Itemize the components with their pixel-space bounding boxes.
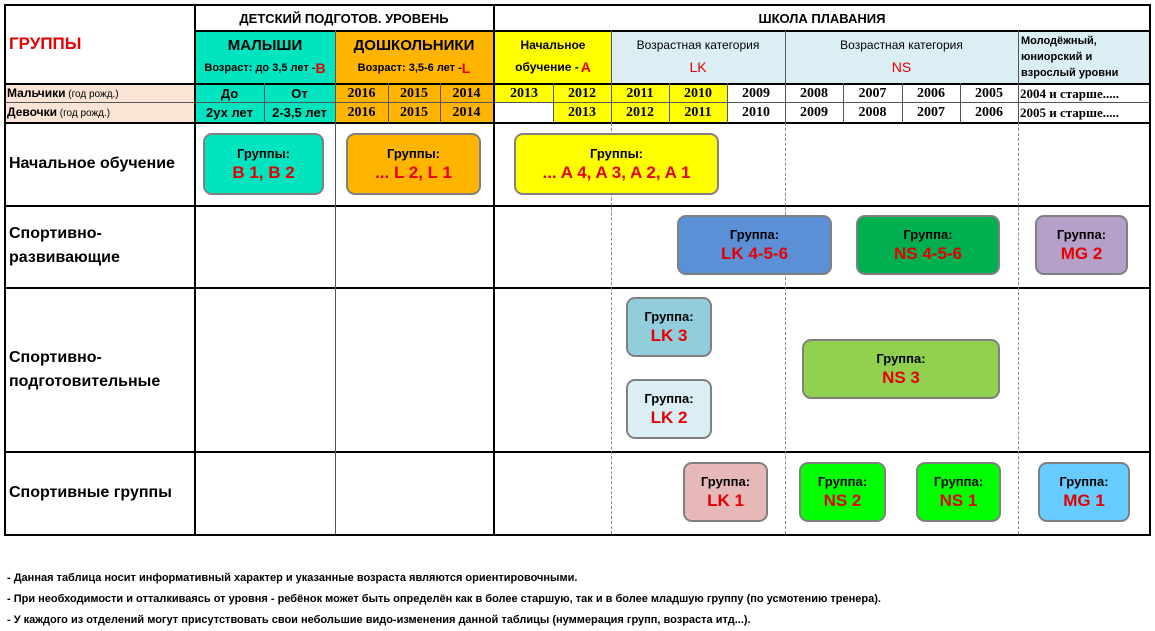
small-do: До — [220, 86, 239, 101]
group-lk3-label: Группа: — [644, 308, 694, 324]
girls-year-2008: 2008 — [858, 104, 887, 120]
group-mg2-name: MG 2 — [1060, 243, 1103, 263]
boys-year-2005: 2005 — [975, 85, 1003, 101]
boys-year-2008: 2008 — [800, 85, 828, 101]
group-box-ns456[interactable] — [856, 215, 1000, 275]
malyshi-title: МАЛЫШИ — [227, 36, 303, 54]
small-2-35: 2-3,5 лет — [272, 105, 327, 120]
girls-year-2011: 2011 — [684, 104, 712, 120]
malyshi-age-text: Возраст: до 3,5 лет - — [204, 62, 316, 74]
level-dev-line-1: Спортивно- — [9, 225, 102, 242]
nachalnoe-sub-text: обучение - — [515, 60, 579, 74]
group-ns456-label: Группа: — [903, 226, 953, 242]
mg-line-2: юниорский и — [1021, 51, 1093, 63]
footnote-1: - Данная таблица носит информативный характер и указанные возраста являются ориентировочными. — [7, 572, 578, 584]
doshkolniki-age — [335, 58, 493, 78]
boys-year-2006: 2006 — [917, 85, 945, 101]
group-box-lk2[interactable] — [626, 379, 712, 439]
doshkolniki-code: L — [461, 60, 471, 76]
girls-suffix: (год рожд.) — [56, 108, 111, 119]
boys-year-2012: 2012 — [568, 85, 596, 101]
girls-year-2014: 2014 — [452, 104, 481, 120]
level-dev-line-2: развивающие — [9, 249, 120, 266]
boys-year-2010: 2010 — [684, 85, 712, 101]
group-b-name: B 1, B 2 — [232, 162, 295, 182]
girls-year-2016: 2016 — [347, 104, 376, 120]
boys-row-label — [7, 85, 119, 102]
group-mg1-name: MG 1 — [1063, 490, 1105, 510]
group-box-lk1[interactable] — [683, 462, 768, 522]
group-ns456-name: NS 4-5-6 — [893, 243, 963, 263]
doshkolniki-age-text: Возраст: 3,5-6 лет - — [357, 62, 462, 74]
group-box-l[interactable] — [346, 133, 481, 195]
girls-year-last: 2005 и старше..... — [1020, 105, 1120, 120]
boys-year-2013: 2013 — [510, 85, 538, 101]
level-prep-line-2: подготовительные — [9, 373, 161, 390]
mg-line-3: взрослый уровни — [1021, 67, 1119, 79]
small-ot: От — [291, 86, 308, 101]
group-mg2-label: Группа: — [1056, 226, 1107, 242]
nachalnoe-sub — [495, 57, 611, 77]
girls-year-2010: 2010 — [742, 104, 770, 120]
group-ns2-label: Группа: — [817, 473, 868, 489]
boys-label: Мальчики — [7, 86, 66, 100]
girls-label: Девочки — [7, 105, 57, 119]
group-l-name: ... L 2, L 1 — [375, 162, 452, 182]
group-lk2-label: Группа: — [644, 390, 694, 406]
group-b-label: Группы: — [236, 145, 290, 161]
level-sport: Спортивные группы — [9, 484, 172, 501]
girls-year-2013: 2013 — [568, 104, 596, 120]
nachalnoe-code: A — [580, 59, 591, 75]
boys-year-2007: 2007 — [858, 85, 887, 101]
group-ns2-name: NS 2 — [823, 490, 862, 510]
level-prep-line-1: Спортивно- — [9, 349, 102, 366]
group-lk456-label: Группа: — [729, 226, 780, 242]
boys-year-2014: 2014 — [452, 85, 481, 101]
group-mg1-label: Группа: — [1059, 473, 1109, 489]
lk-category-code: LK — [689, 59, 707, 75]
group-a-name: ... A 4, A 3, A 2, A 1 — [542, 162, 691, 182]
boys-year-2015: 2015 — [400, 85, 428, 101]
nachalnoe-title: Начальное — [520, 38, 586, 52]
group-box-a[interactable] — [514, 133, 719, 195]
group-box-b[interactable] — [203, 133, 324, 195]
girls-year-2007: 2007 — [917, 104, 945, 120]
ns-category-title: Возрастная категория — [840, 38, 963, 52]
group-box-ns2[interactable] — [799, 462, 886, 522]
footnote-2: - При необходимости и отталкиваясь от уровня - ребёнок может быть определён как в более старшую, так и в более младшую группу (по усмотению тренера). — [7, 593, 881, 605]
malyshi-age — [195, 58, 335, 78]
boys-year-2016: 2016 — [347, 85, 376, 101]
small-2yh: 2ух лет — [206, 105, 253, 120]
group-box-mg2[interactable] — [1035, 215, 1128, 275]
girls-year-2009: 2009 — [800, 104, 828, 120]
level-preparatory — [9, 346, 160, 394]
group-lk3-name: LK 3 — [650, 325, 688, 345]
group-ns3-name: NS 3 — [882, 367, 920, 387]
group-ns1-label: Группа: — [933, 473, 984, 489]
girls-year-2015: 2015 — [400, 104, 428, 120]
boys-suffix: (год рожд.) — [65, 89, 119, 100]
groups-title: ГРУППЫ — [9, 34, 82, 53]
footnote-3: - У каждого из отделений могут присутствовать свои небольшие видо-изменения данной таблицы (нуммерация групп, возраста итд...). — [7, 614, 751, 626]
lk-category-title: Возрастная категория — [636, 38, 760, 52]
group-box-ns3[interactable] — [802, 339, 1000, 399]
group-lk456-name: LK 4-5-6 — [720, 243, 789, 263]
group-box-mg1[interactable] — [1038, 462, 1130, 522]
doshkolniki-title: ДОШКОЛЬНИКИ — [353, 36, 475, 54]
group-ns1-name: NS 1 — [939, 490, 978, 510]
group-a-label: Группы: — [589, 145, 643, 161]
girls-year-2012: 2012 — [626, 104, 654, 120]
ns-category-code: NS — [891, 59, 912, 75]
level-initial: Начальное обучение — [9, 155, 175, 172]
girls-year-2006: 2006 — [975, 104, 1003, 120]
boys-year-2009: 2009 — [742, 85, 770, 101]
girls-row-label — [7, 104, 110, 121]
mg-category-title — [1021, 33, 1147, 81]
group-box-ns1[interactable] — [916, 462, 1001, 522]
group-l-label: Группы: — [386, 145, 440, 161]
group-lk2-name: LK 2 — [650, 407, 688, 427]
group-box-lk3[interactable] — [626, 297, 712, 357]
mg-line-1: Молодёжный, — [1021, 35, 1097, 47]
group-lk1-name: LK 1 — [707, 490, 744, 510]
group-box-lk456[interactable] — [677, 215, 832, 275]
section-children-title: ДЕТСКИЙ ПОДГОТОВ. УРОВЕНЬ — [239, 10, 449, 26]
boys-year-2011: 2011 — [626, 85, 654, 101]
group-lk1-label: Группа: — [700, 473, 751, 489]
level-developmental — [9, 222, 120, 270]
section-school-title: ШКОЛА ПЛАВАНИЯ — [758, 10, 886, 26]
group-ns3-label: Группа: — [876, 350, 926, 366]
malyshi-code: B — [315, 60, 326, 76]
boys-year-last: 2004 и старше..... — [1020, 86, 1120, 101]
